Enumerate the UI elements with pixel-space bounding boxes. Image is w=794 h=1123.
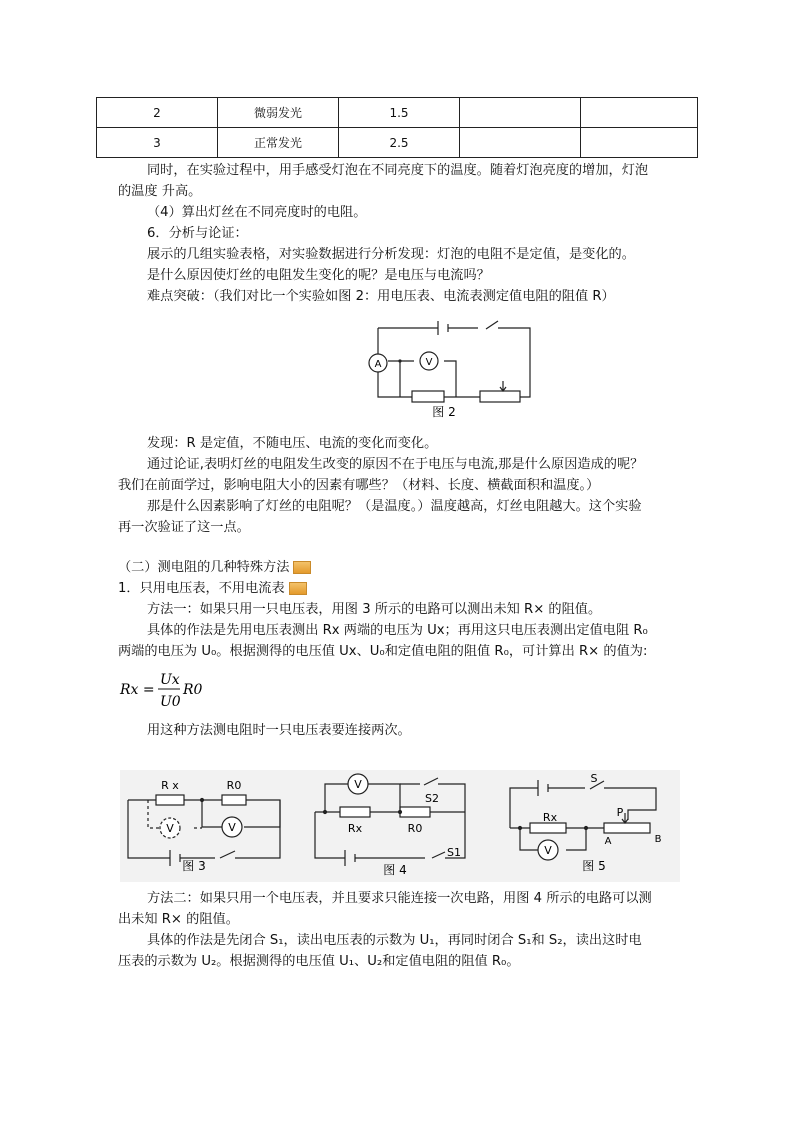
paragraph-text: 出未知 R× 的阻值。 — [118, 912, 239, 927]
rx-label: Rx — [542, 811, 558, 824]
s-label: S — [590, 772, 598, 785]
table-cell — [581, 98, 698, 128]
table-cell — [460, 128, 581, 158]
table-cell — [460, 98, 581, 128]
table-cell: 正常发光 — [218, 128, 339, 158]
section-heading — [118, 558, 311, 578]
r0-label: R0 — [407, 822, 423, 835]
rx-label: Rx — [347, 822, 363, 835]
formula-numerator: Ux — [160, 672, 180, 688]
data-table — [96, 97, 698, 158]
formula-denominator: U0 — [160, 694, 181, 710]
paragraph-text: 用这种方法测电阻时一只电压表要连接两次。 — [147, 723, 411, 738]
voltmeter-label: V — [354, 778, 362, 791]
paragraph-text: 那是什么因素影响了灯丝的电阻呢？（是温度。）温度越高，灯丝电阻越大。这个实验 — [147, 499, 642, 514]
paragraph-text: 发现：R 是定值，不随电压、电流的变化而变化。 — [147, 436, 438, 451]
figure-caption: 图 2 — [432, 405, 456, 419]
paragraph-text: 是什么原因使灯丝的电阻发生变化的呢？是电压与电流吗？ — [147, 268, 490, 283]
table-row — [97, 98, 698, 128]
paragraph-text: 方法二：如果只用一个电压表，并且要求只能连接一次电路，用图 4 所示的电路可以测 — [147, 891, 652, 906]
table-cell: 2.5 — [339, 128, 460, 158]
s1-label: S1 — [447, 846, 461, 859]
circuit-figure-2 — [360, 315, 540, 420]
r0-label: R0 — [226, 779, 242, 792]
heading-text: （二）测电阻的几种特殊方法 — [118, 560, 290, 575]
formula — [118, 668, 208, 712]
paragraph-text: 同时，在实验过程中，用手感受灯泡在不同亮度下的温度。随着灯泡亮度的增加，灯泡 — [147, 163, 649, 178]
paragraph-text: 具体的作法是先闭合 S₁，读出电压表的示数为 U₁，再同时闭合 S₁和 S₂，读出这时电 — [147, 933, 642, 948]
section-heading: 6．分析与论证： — [147, 226, 248, 241]
table-cell: 微弱发光 — [218, 98, 339, 128]
voltmeter-label: V — [425, 357, 433, 368]
table-cell: 2 — [97, 98, 218, 128]
voltmeter-label: V — [166, 822, 174, 835]
paragraph-text: （4）算出灯丝在不同亮度时的电阻。 — [147, 205, 367, 220]
paragraph-text: 通过论证,表明灯丝的电阻发生改变的原因不在于电压与电流,那是什么原因造成的呢？ — [147, 457, 644, 472]
paragraph-text: 压表的示数为 U₂。根据测得的电压值 U₁、U₂和定值电阻的阻值 R₀。 — [118, 954, 520, 969]
paragraph-text: 我们在前面学过，影响电阻大小的因素有哪些？（材料、长度、横截面积和温度。） — [118, 478, 600, 493]
voltmeter-label: V — [228, 821, 236, 834]
paragraph-text: 展示的几组实验表格，对实验数据进行分析发现：灯泡的电阻不是定值，是变化的。 — [147, 247, 635, 262]
table-cell: 3 — [97, 128, 218, 158]
figure-caption: 图 5 — [582, 859, 606, 873]
formula-lhs: Rx = — [120, 682, 155, 698]
folder-icon — [289, 582, 307, 595]
paragraph-text: 两端的电压为 U₀。根据测得的电压值 Ux、U₀和定值电阻的阻值 R₀，可计算出 R× 的值为: — [118, 644, 648, 659]
table-cell — [581, 128, 698, 158]
ammeter-label: A — [374, 359, 382, 370]
paragraph-text: 难点突破：（我们对比一个实验如图 2：用电压表、电流表测定值电阻的阻值 R） — [147, 289, 615, 304]
a-label: A — [604, 836, 612, 847]
b-label: B — [654, 834, 662, 845]
table-cell: 1.5 — [339, 98, 460, 128]
subsection-heading — [118, 579, 307, 599]
formula-rhs: R0 — [183, 682, 203, 698]
p-label: P — [616, 806, 624, 819]
paragraph-text: 的温度 升高。 — [118, 184, 202, 199]
circuit-figures-3-4-5 — [120, 770, 680, 882]
table-row — [97, 128, 698, 158]
heading-text: 1．只用电压表，不用电流表 — [118, 581, 285, 596]
figure-caption: 图 3 — [182, 859, 206, 873]
rx-label: R x — [161, 779, 179, 792]
figure-caption: 图 4 — [383, 863, 407, 877]
paragraph-text: 具体的作法是先用电压表测出 Rx 两端的电压为 Ux；再用这只电压表测出定值电阻 R₀ — [147, 623, 648, 638]
folder-icon — [293, 561, 311, 574]
paragraph-text: 方法一：如果只用一只电压表，用图 3 所示的电路可以测出未知 R× 的阻值。 — [147, 602, 602, 617]
paragraph-text: 再一次验证了这一点。 — [118, 520, 250, 535]
voltmeter-label: V — [544, 844, 552, 857]
s2-label: S2 — [425, 792, 439, 805]
